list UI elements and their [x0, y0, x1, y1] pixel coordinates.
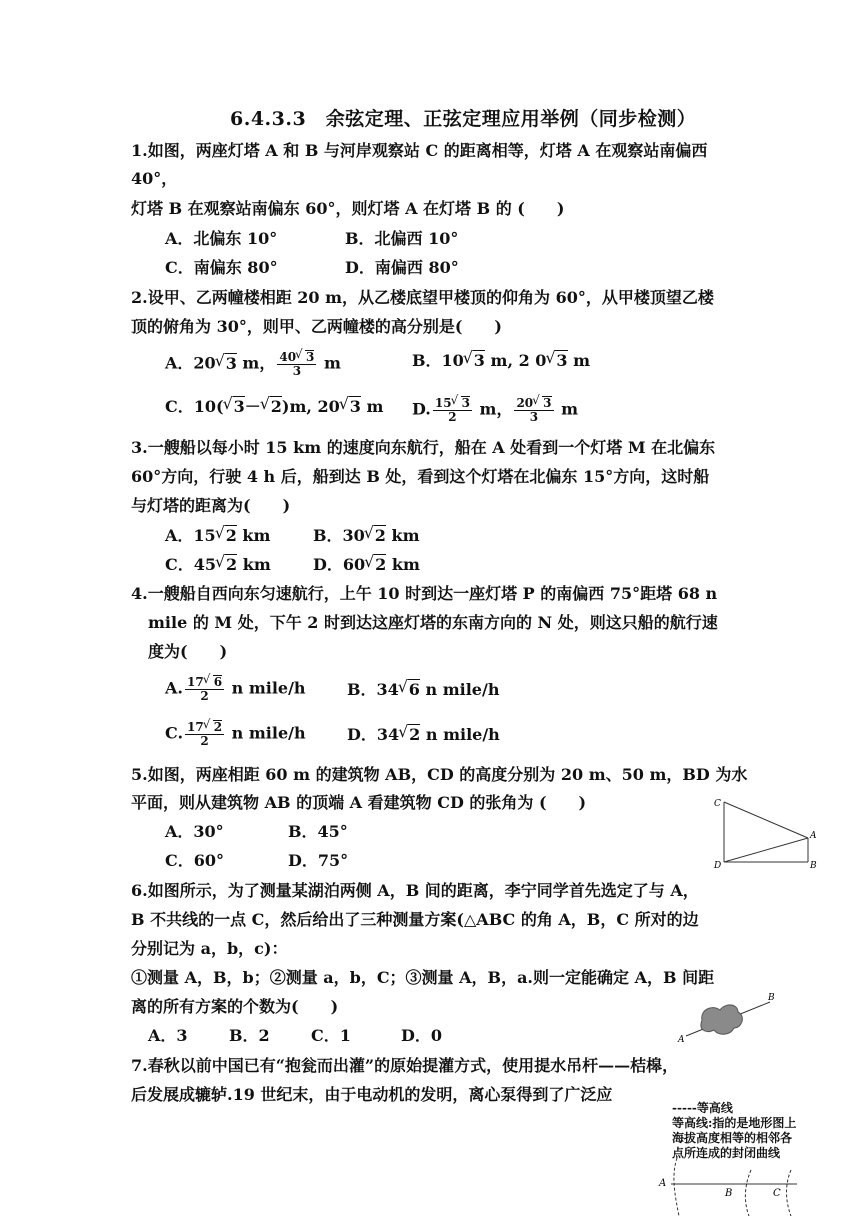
- point-label-c: C: [714, 799, 721, 809]
- sqrt: √ 3: [305, 350, 314, 364]
- point-label-b: B: [810, 861, 817, 871]
- contour-line-a: [674, 1158, 679, 1216]
- q2-option-c-sep: )m, 20: [281, 397, 340, 416]
- q3-line-1: 3.一艘船以每小时 15 km 的速度向东航行，船在 A 处看到一个灯塔 M 在北偏东: [131, 438, 716, 457]
- q4-option-c: [165, 720, 306, 748]
- q3-line-3: 与灯塔的距离为( ): [131, 496, 291, 515]
- contour-legend: -----等高线: [672, 1101, 733, 1115]
- q1-option-c: C．南偏东 80°: [165, 258, 278, 277]
- q4-line-2: mile 的 M 处，下午 2 时到达这座灯塔的东南方向的 N 处，则这只船的航行速: [148, 613, 718, 632]
- q5-option-d: D．75°: [288, 851, 349, 870]
- q2-option-a: [165, 350, 341, 378]
- q4-line-1: 4.一艘船自西向东匀速航行，上午 10 时到达一座灯塔 P 的南偏西 75°距塔 68 n: [131, 584, 718, 603]
- fraction-denominator: 2: [200, 689, 209, 703]
- fraction-denominator: 3: [529, 410, 539, 424]
- q5-line-2: 平面，则从建筑物 AB 的顶端 A 看建筑物 CD 的张角为 ( ): [131, 793, 587, 812]
- contour-line-b: [745, 1170, 751, 1216]
- fraction-denominator: 3: [292, 364, 302, 378]
- q3-option-b: [313, 525, 420, 546]
- line-ca: [724, 802, 808, 838]
- q3-option-c-coef: C．45: [165, 555, 217, 574]
- q6-line-1: 6.如图所示，为了测量某湖泊两侧 A，B 间的距离，李宁同学首先选定了与 A，: [131, 881, 699, 900]
- sqrt: √ 3: [473, 350, 485, 371]
- q6-line-3: 分别记为 a，b，c)：: [131, 939, 288, 958]
- point-label-b: B: [725, 1188, 733, 1199]
- fraction-denominator: 2: [448, 410, 457, 424]
- q2-option-b-coef: B．10: [412, 351, 464, 370]
- q7-line-1: 7.春秋以前中国已有“抱瓮而出灌”的原始提灌方式，使用提水吊杆——桔槔，: [131, 1056, 679, 1075]
- unit: n mile/h: [419, 680, 500, 699]
- q2-option-c-coef: C．10(: [165, 397, 224, 416]
- point-label-a: A: [678, 1035, 685, 1045]
- q2-option-b: [412, 350, 590, 371]
- q5-option-a: A．30°: [165, 822, 224, 841]
- fraction: [185, 675, 224, 703]
- point-label-a: A: [659, 1178, 667, 1189]
- q4-option-b: [347, 679, 499, 700]
- q6-option-d: D．0: [401, 1026, 443, 1045]
- sqrt: √ 3: [349, 396, 361, 417]
- q1-line-1: 1.如图，两座灯塔 A 和 B 与河岸观察站 C 的距离相等，灯塔 A 在观察站南偏西: [131, 141, 708, 160]
- q1-line-2: 40°，: [131, 169, 178, 188]
- unit: n mile/h: [226, 678, 306, 698]
- sqrt: √ 2: [225, 525, 237, 546]
- lake-figure: [672, 990, 787, 1046]
- q2-option-a-coef: A．20: [165, 353, 216, 373]
- sqrt: √ 2: [374, 554, 386, 575]
- point-label-a: A: [810, 831, 817, 841]
- q6-line-2: B 不共线的一点 C，然后给出了三种测量方案(△ABC 的角 A，B，C 所对的边: [131, 910, 699, 929]
- q2-option-d-label: D.: [412, 399, 431, 419]
- buildings-figure: [710, 792, 825, 872]
- fraction: [514, 396, 553, 424]
- minus-sign: －: [244, 397, 261, 416]
- q4-option-d: [347, 724, 500, 745]
- q6-option-a: A．3: [148, 1026, 188, 1045]
- fraction-numerator: 17: [186, 675, 204, 689]
- q7-line-2: 后发展成辘轳.19 世纪末，由于电动机的发明，离心泵得到了广泛应: [131, 1085, 613, 1104]
- contour-figure: [655, 1150, 805, 1216]
- lake-shape: [701, 1005, 742, 1034]
- fraction-numerator: 15: [434, 396, 452, 410]
- contour-note-line-1: 等高线:指的是地形图上: [672, 1116, 797, 1130]
- unit: km: [386, 555, 420, 574]
- q1-line-3: 灯塔 B 在观察站南偏东 60°，则灯塔 A 在灯塔 B 的 ( ): [131, 199, 565, 218]
- contour-line-c: [787, 1170, 792, 1216]
- q5-option-c: C．60°: [165, 851, 225, 870]
- line-da: [724, 838, 808, 862]
- unit: n mile/h: [226, 723, 306, 743]
- q4-option-d-coef: D．34: [347, 725, 400, 744]
- q4-option-a: [165, 675, 306, 703]
- unit: m: [567, 351, 591, 370]
- unit: m: [555, 399, 579, 419]
- sqrt: √ 3: [225, 353, 237, 374]
- sqrt: √ 3: [555, 350, 567, 371]
- sqrt: √ 2: [374, 525, 386, 546]
- q5-option-b: B．45°: [288, 822, 348, 841]
- q6-option-b: B．2: [229, 1026, 270, 1045]
- fraction-numerator: 40: [279, 350, 297, 364]
- q4-option-c-label: C.: [165, 723, 184, 743]
- q4-line-3: 度为( ): [148, 642, 228, 661]
- sqrt: √ 6: [213, 675, 222, 689]
- sqrt: √ 3: [461, 396, 470, 410]
- unit: km: [236, 526, 271, 545]
- q2-option-d-sep: m，: [473, 399, 513, 419]
- fraction-numerator: 20: [516, 396, 534, 410]
- q2-option-a-sep: m，: [236, 353, 276, 373]
- contour-note-line-2: 海拔高度相等的相邻各: [672, 1131, 793, 1145]
- q2-option-b-sep: m, 2 0: [484, 351, 547, 370]
- unit: km: [237, 555, 271, 574]
- q3-option-a-coef: A．15: [165, 526, 216, 545]
- fraction: [185, 720, 224, 748]
- q6-option-c: C．1: [311, 1026, 351, 1045]
- fraction-denominator: 2: [200, 734, 209, 748]
- unit: m: [360, 397, 384, 416]
- q4-option-b-coef: B．34: [347, 680, 399, 699]
- contour-note-line-3: 点所连成的封闭曲线: [672, 1146, 781, 1160]
- point-label-b: B: [768, 993, 775, 1003]
- q2-line-2: 顶的俯角为 30°，则甲、乙两幢楼的高分别是( ): [131, 317, 502, 336]
- q2-line-1: 2.设甲、乙两幢楼相距 20 m，从乙楼底望甲楼顶的仰角为 60°，从甲楼顶望乙楼: [131, 288, 714, 307]
- fraction: [433, 396, 472, 424]
- fraction: [277, 350, 316, 378]
- page-title: 6.4.3.3 余弦定理、正弦定理应用举例（同步检测）: [230, 108, 697, 130]
- point-label-c: C: [773, 1188, 781, 1199]
- q3-line-2: 60°方向，行驶 4 h 后，船到达 B 处，看到这个灯塔在北偏东 15°方向，这时船: [131, 467, 710, 486]
- sqrt: √ 3: [233, 396, 245, 417]
- q3-option-a: [165, 525, 270, 546]
- q3-option-c: [165, 554, 271, 575]
- q6-line-5: 离的所有方案的个数为( ): [131, 997, 339, 1016]
- sqrt: √ 2: [270, 396, 282, 417]
- point-label-d: D: [714, 861, 722, 871]
- q1-option-b: B．北偏西 10°: [345, 229, 459, 248]
- q3-option-b-coef: B．30: [313, 526, 365, 545]
- q3-option-d-coef: D．60: [313, 555, 366, 574]
- unit: n mile/h: [420, 725, 500, 744]
- sqrt: √ 3: [542, 396, 551, 410]
- sqrt: √ 2: [408, 724, 420, 745]
- unit: m: [318, 353, 341, 373]
- q1-option-d: D．南偏西 80°: [345, 258, 459, 277]
- q6-line-4: ①测量 A，B，b；②测量 a，b，C；③测量 A，B，a.则一定能确定 A，B 间距: [131, 968, 715, 987]
- q2-option-c: [165, 396, 383, 417]
- fraction-numerator: 17: [187, 720, 204, 734]
- sqrt: √ 2: [213, 720, 222, 734]
- q3-option-d: [313, 554, 420, 575]
- q5-line-1: 5.如图，两座相距 60 m 的建筑物 AB，CD 的高度分别为 20 m、50 m，BD 为水: [131, 765, 748, 784]
- q2-option-d: [412, 396, 578, 424]
- q1-option-a: A．北偏东 10°: [165, 229, 278, 248]
- sqrt: √ 6: [408, 679, 420, 700]
- unit: km: [385, 526, 420, 545]
- sqrt: √ 2: [225, 554, 237, 575]
- q4-option-a-label: A.: [165, 678, 183, 698]
